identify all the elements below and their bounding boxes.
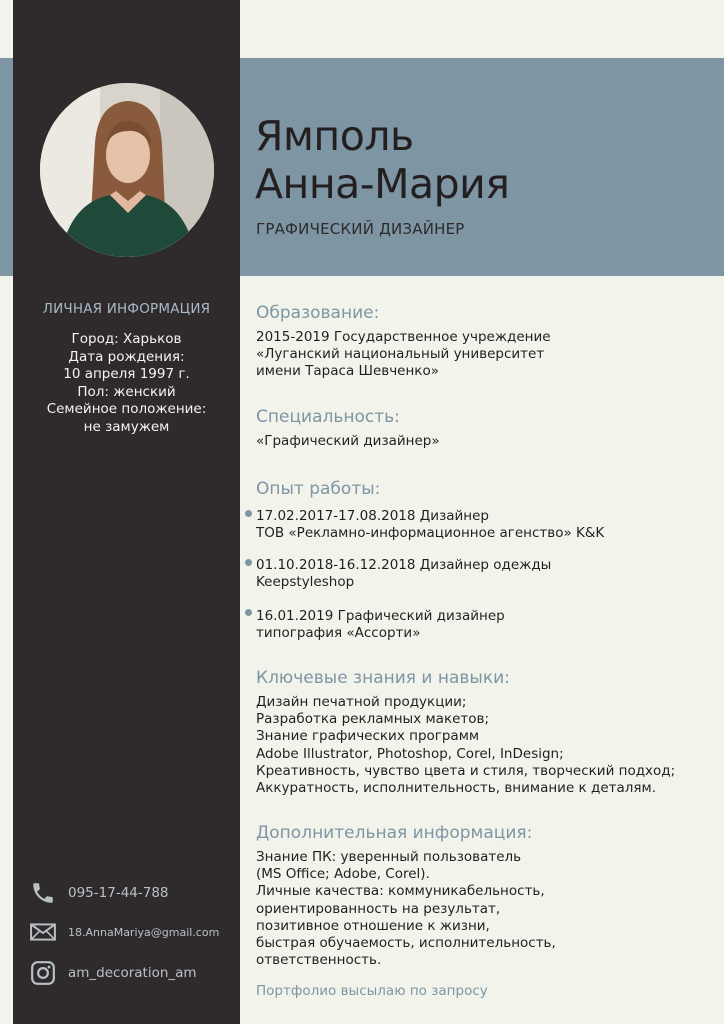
given-name: Анна-Мария [255, 160, 510, 208]
skill-line: Знание графических программ [256, 728, 480, 745]
additional-body [256, 849, 556, 969]
job-company: ТОВ «Рекламно-информационное агенство» K&K [256, 525, 605, 542]
phone-number: 095-17-44-788 [68, 885, 169, 901]
envelope-icon [30, 919, 56, 945]
profile-photo [40, 83, 214, 257]
contact-instagram[interactable] [30, 960, 197, 986]
additional-line: быстрая обучаемость, исполнительность, [256, 935, 556, 952]
specialty-body [256, 433, 440, 450]
additional-line: ориентированность на результат, [256, 900, 501, 917]
job-item [256, 557, 551, 591]
skill-line: Разработка рекламных макетов; [256, 711, 490, 728]
contact-phone[interactable] [30, 880, 169, 906]
contact-email[interactable] [30, 919, 219, 945]
personal-info-heading: ЛИЧНАЯ ИНФОРМАЦИЯ [42, 301, 211, 317]
skill-line: Дизайн печатной продукции; [256, 694, 467, 710]
additional-title: Дополнительная информация: [256, 823, 533, 843]
profile-photo-illustration [40, 83, 214, 257]
experience-title: Опыт работы: [256, 479, 381, 499]
job-bullet [245, 510, 252, 517]
personal-info-line: Дата рождения: [68, 348, 185, 365]
skills-title: Ключевые знания и навыки: [256, 668, 510, 688]
job-company: типография «Ассорти» [256, 625, 421, 642]
additional-line: (MS Office; Adobe, Corel). [256, 866, 430, 883]
additional-line: Знание ПК: уверенный пользователь [256, 849, 522, 865]
education-line: имени Тараса Шевченко» [256, 363, 439, 380]
personal-info-line: Пол: женский [77, 383, 176, 400]
full-name [255, 112, 509, 208]
personal-info-line: Семейное положение: [46, 401, 207, 417]
job-bullet [245, 559, 252, 566]
personal-info-line: Город: Харьков [71, 331, 182, 347]
job-item [256, 608, 505, 642]
additional-line: Личные качества: коммуникабельность, [256, 883, 545, 900]
job-dates-role: 16.01.2019 Графический дизайнер [256, 608, 505, 624]
specialty-line: «Графический дизайнер» [256, 433, 440, 449]
additional-line: позитивное отношение к жизни, [256, 917, 490, 934]
job-dates-role: 17.02.2017-17.08.2018 Дизайнер [256, 508, 490, 524]
personal-info [13, 331, 240, 436]
job-company: Keepstyleshop [256, 574, 355, 591]
instagram-handle: am_decoration_am [68, 965, 197, 981]
education-line: «Луганский национальный университет [256, 346, 545, 363]
job-bullet [245, 609, 252, 616]
surname: Ямполь [255, 112, 414, 160]
job-item [256, 508, 604, 542]
skill-line: Креативность, чувство цвета и стиля, творческий подход; [256, 762, 676, 779]
skill-line: Аккуратность, исполнительность, внимание к деталям. [256, 780, 656, 797]
portfolio-note: Портфолио высылаю по запросу [256, 983, 488, 999]
skills-body [256, 694, 675, 797]
personal-info-line: не замужем [83, 418, 170, 435]
job-title: ГРАФИЧЕСКИЙ ДИЗАЙНЕР [256, 220, 465, 238]
skill-line: Adobe Illustrator, Photoshop, Corel, InDesign; [256, 745, 564, 762]
personal-info-line: 10 апреля 1997 г. [63, 366, 190, 382]
phone-icon [30, 880, 56, 906]
email-address: 18.AnnaMariya@gmail.com [68, 925, 220, 939]
additional-line: ответственность. [256, 952, 382, 969]
education-body [256, 329, 551, 381]
education-line: 2015-2019 Государственное учреждение [256, 329, 551, 345]
job-dates-role: 01.10.2018-16.12.2018 Дизайнер одежды [256, 557, 552, 573]
education-title: Образование: [256, 303, 380, 323]
header-band-left [0, 58, 13, 276]
instagram-icon [30, 960, 56, 986]
specialty-title: Специальность: [256, 407, 400, 427]
